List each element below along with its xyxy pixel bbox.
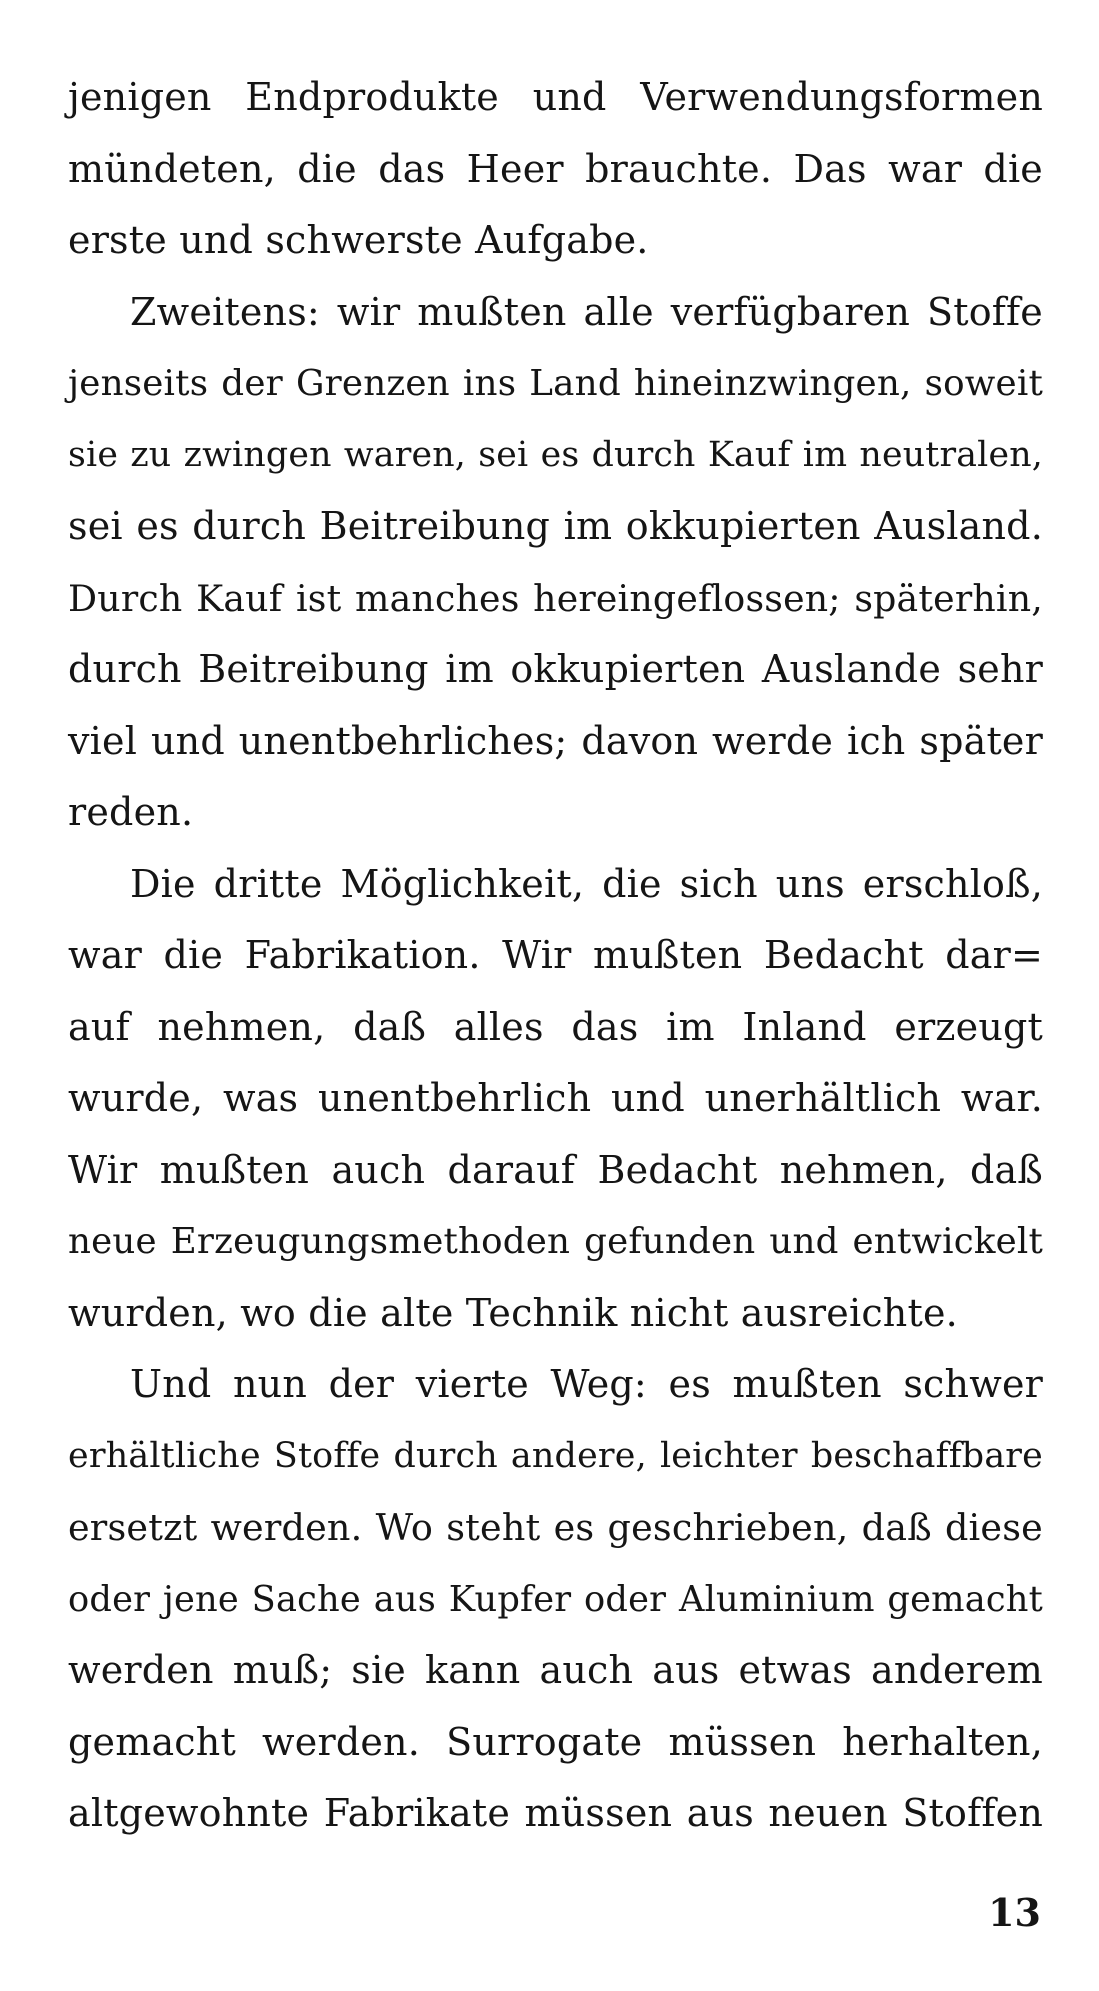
text-line: erste und schwerste Aufgabe. [68,218,649,262]
text-line: werden muß; sie kann auch aus etwas anderem [68,1648,1043,1692]
text-line: neue Erzeugungsmethoden gefunden und entwickelt [68,1221,1043,1262]
text-line: reden. [68,790,194,834]
text-line: ersetzt werden. Wo steht es geschrieben, daß diese [68,1506,1043,1549]
text-line: gemacht werden. Surrogate müssen herhalten, [68,1719,1043,1764]
text-line: jenigen Endprodukte und Verwendungsformen [68,75,1043,119]
text-line: mündeten, die das Heer brauchte. Das war die [68,146,1043,191]
text-line: wurde, was unentbehrlich und unerhältlich war. [68,1076,1043,1120]
text-line: Die dritte Möglichkeit, die sich uns erschloß, [130,861,1043,906]
text-line: durch Beitreibung im okkupierten Auslande sehr [68,647,1043,691]
text-line: Wir mußten auch darauf Bedacht nehmen, daß [68,1147,1043,1192]
text-line: Durch Kauf ist manches hereingeflossen; späterhin, [68,576,1043,620]
text-line: viel und unentbehrliches; davon werde ich später [68,718,1043,763]
text-line: Und nun der vierte Weg: es mußten schwer [130,1362,1043,1406]
text-line: wurden, wo die alte Technik nicht ausreichte. [68,1290,958,1335]
text-line: erhältliche Stoffe durch andere, leichter beschaffbare [68,1435,1043,1476]
text-line: altgewohnte Fabrikate müssen aus neuen Stoffen [68,1791,1043,1835]
text-line: war die Fabrikation. Wir mußten Bedacht dar= [68,933,1043,977]
text-line: oder jene Sache aus Kupfer oder Aluminium gemacht [68,1578,1043,1620]
text-line: sei es durch Beitreibung im okkupierten Ausland. [68,504,1043,548]
page-number: 13 [988,1890,1041,1935]
body-text [68,62,1043,1850]
text-line: sie zu zwingen waren, sei es durch Kauf im neutralen, [68,434,1043,475]
text-line: auf nehmen, daß alles das im Inland erzeugt [68,1004,1043,1049]
text-line: Zweitens: wir mußten alle verfügbaren Stoffe [130,289,1043,334]
text-line: jenseits der Grenzen ins Land hineinzwingen, soweit [68,363,1043,404]
